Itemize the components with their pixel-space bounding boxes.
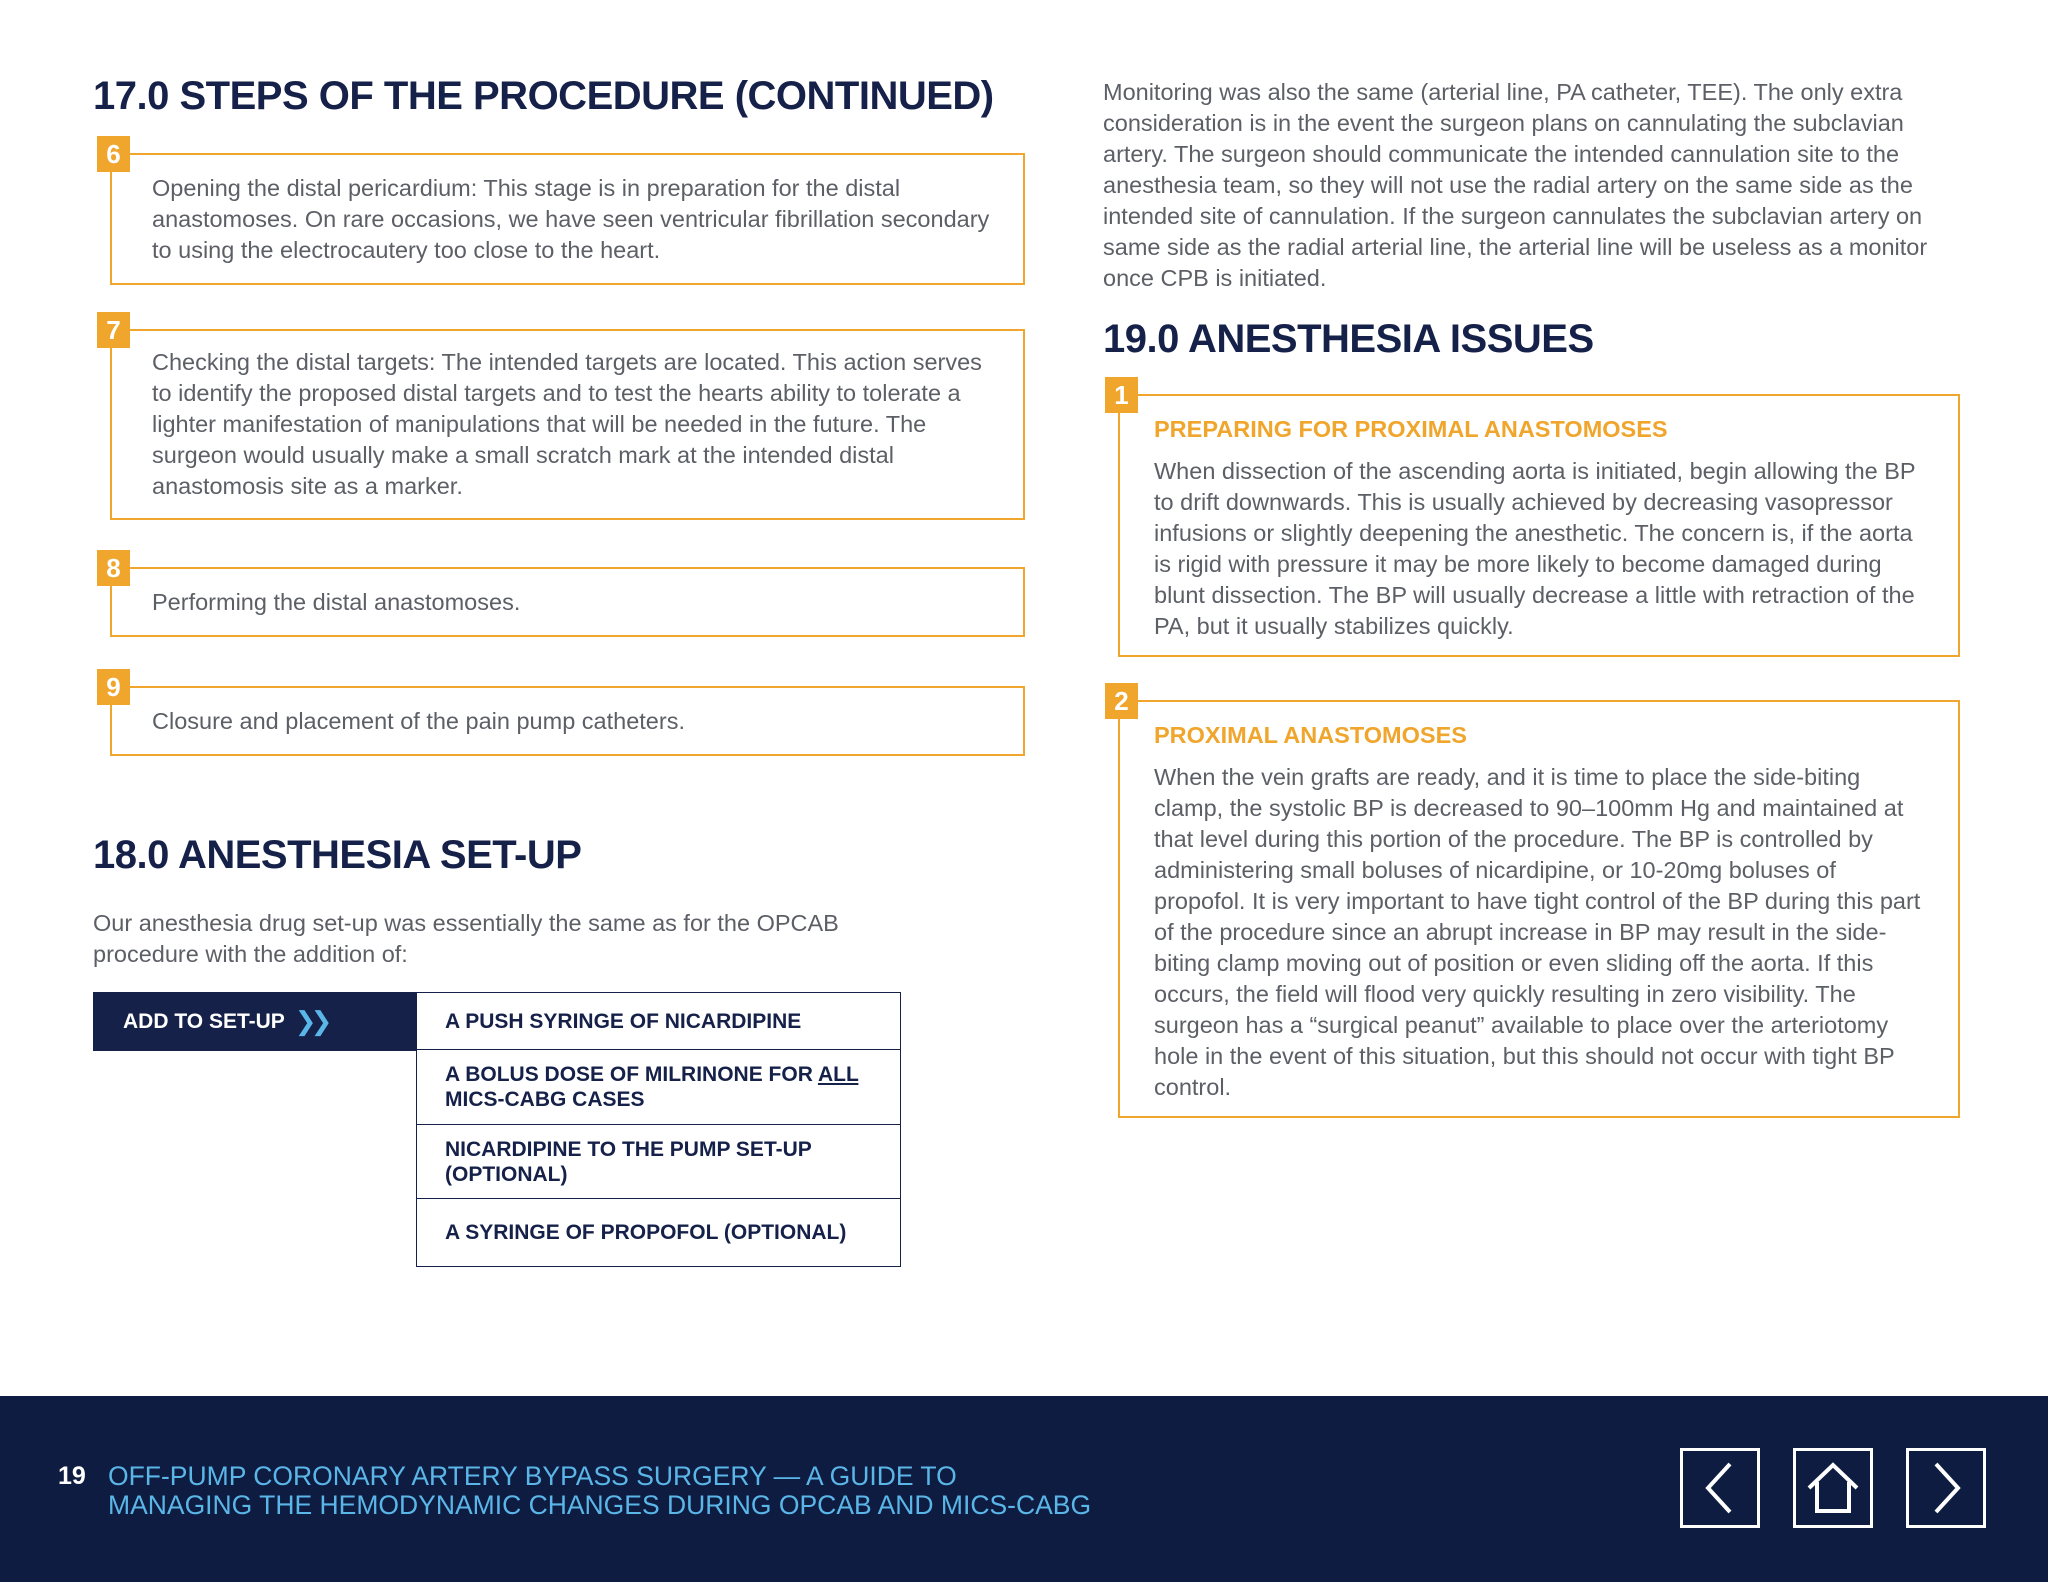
add-to-setup-label: [93, 992, 416, 1051]
setup-items-table: [416, 992, 901, 1267]
setup-item: [417, 993, 900, 1049]
issue-title: PREPARING FOR PROXIMAL ANASTOMOSES: [1154, 416, 1668, 442]
step-text: Opening the distal pericardium: This stage is in preparation for the distal anastomoses. On rare occasions, we have seen ventricular fibrillation secondary to using the electrocautery too close to the heart.: [152, 174, 990, 263]
step-text: Checking the distal targets: The intended targets are located. This action serves to identify the proposed distal targets and to test the hearts ability to tolerate a lighter manifestation of manipulations that will be needed in the future. The surgeon would usually make a small scratch mark at the intended distal anastomosis site as a marker.: [152, 349, 982, 499]
setup-item-text: A BOLUS DOSE OF MILRINONE FOR ALL MICS-CABG CASES: [445, 1063, 859, 1111]
setup-item: [417, 1124, 900, 1198]
issues-heading: 19.0 ANESTHESIA ISSUES: [1103, 317, 1594, 361]
issue-text: When dissection of the ascending aorta is initiated, begin allowing the BP to drift downwards. This is usually achieved by decreasing vasopressor infusions or slightly deepening the anesthetic. The concern is, if the aorta is rigid with pressure it may be more likely to become damaged during blunt dissection. The BP will usually decrease a little with retraction of the PA, but it usually stabilizes quickly.: [1154, 458, 1916, 639]
step-box-9: [106, 671, 1025, 756]
step-number-badge: 7: [97, 312, 130, 348]
step-box-7: [106, 314, 1025, 520]
home-icon: [1806, 1461, 1860, 1515]
steps-heading: 17.0 STEPS OF THE PROCEDURE (CONTINUED): [93, 74, 994, 118]
setup-item-text: A PUSH SYRINGE OF NICARDIPINE: [445, 1009, 802, 1033]
chevron-right-icon: [1926, 1460, 1966, 1516]
setup-label-text: ADD TO SET-UP: [123, 1009, 285, 1033]
home-button[interactable]: [1793, 1448, 1873, 1528]
setup-heading: 18.0 ANESTHESIA SET-UP: [93, 833, 582, 877]
next-page-button[interactable]: [1906, 1448, 1986, 1528]
footer-bar: [0, 1396, 2048, 1582]
step-box-8: [106, 552, 1025, 637]
issue-text: When the vein grafts are ready, and it is time to place the side-biting clamp, the systolic BP is decreased to 90–100mm Hg and maintained at that level during this portion of the procedure. The BP is controlled by administering small boluses of nicardipine, or 10-20mg boluses of propofol. It is very important to have tight control of the BP during this part of the procedure since an abrupt increase in BP may result in the side-biting clamp moving out of position or even sliding off the aorta. If this occurs, the field will flood very quickly resulting in zero visibility. The surgeon has a “surgical peanut” available to place over the arteriotomy hole in the event of this situation, but this should not occur with tight BP control.: [1154, 764, 1921, 1100]
step-text: Closure and placement of the pain pump catheters.: [152, 707, 685, 734]
step-text: Performing the distal anastomoses.: [152, 588, 521, 615]
monitoring-paragraph: Monitoring was also the same (arterial line, PA catheter, TEE). The only extra consideration is in the event the surgeon plans on cannulating the subclavian artery. The surgeon should communicate the intended cannulation site to the anesthesia team, so they will not use the radial artery on the same side as the intended site of cannulation. If the surgeon cannulates the subclavian artery on same side as the radial arterial line, the arterial line will be useless as a monitor once CPB is initiated.: [1103, 79, 1928, 291]
issue-box-1: [1114, 379, 1960, 657]
page-number: 19: [58, 1462, 86, 1490]
chevron-left-icon: [1700, 1460, 1740, 1516]
step-box-6: [106, 138, 1025, 285]
issue-number-badge: 2: [1105, 683, 1138, 719]
issue-title: PROXIMAL ANASTOMOSES: [1154, 722, 1467, 748]
setup-item-text: NICARDIPINE TO THE PUMP SET-UP (OPTIONAL): [445, 1137, 812, 1186]
setup-item: [417, 1198, 900, 1266]
setup-item: [417, 1049, 900, 1124]
previous-page-button[interactable]: [1680, 1448, 1760, 1528]
double-chevron-right-icon: ❯❯: [294, 1006, 327, 1036]
underlined-emphasis: ALL: [817, 1063, 859, 1086]
issue-box-2: [1114, 685, 1960, 1118]
setup-intro: Our anesthesia drug set-up was essentially the same as for the OPCAB procedure with the addition of:: [93, 910, 839, 967]
footer-title: OFF-PUMP CORONARY ARTERY BYPASS SURGERY — A GUIDE TO MANAGING THE HEMODYNAMIC CHANGES DURING OPCAB AND MICS-CABG: [108, 1461, 1092, 1520]
step-number-badge: 8: [97, 550, 130, 586]
setup-item-text: A SYRINGE OF PROPOFOL (OPTIONAL): [445, 1221, 847, 1244]
issue-number-badge: 1: [1105, 377, 1138, 413]
step-number-badge: 9: [97, 669, 130, 705]
step-number-badge: 6: [97, 136, 130, 172]
